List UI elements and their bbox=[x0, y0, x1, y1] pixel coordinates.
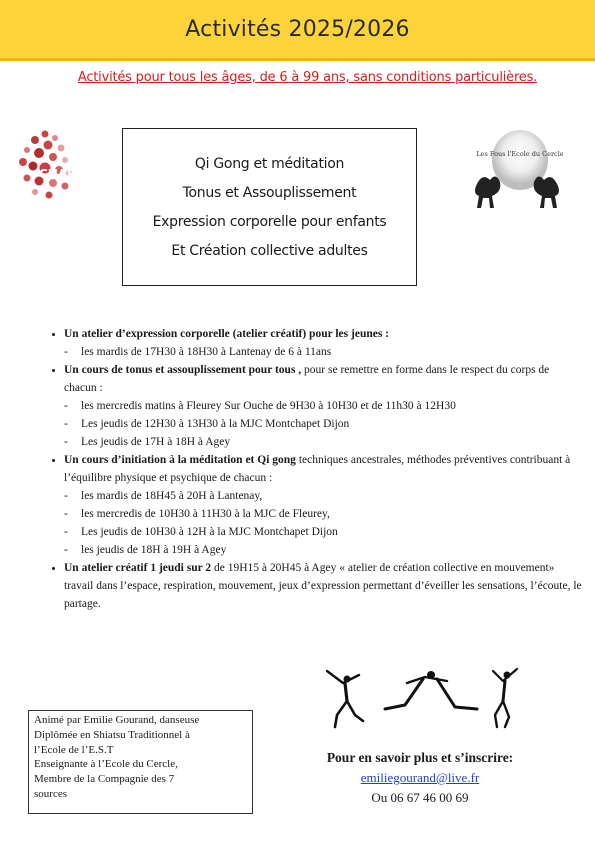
schedule-item: - les mercredis de 10H30 à 11H30 à la MJC de Fleurey, bbox=[64, 505, 584, 523]
phone-number: Ou 06 67 46 00 69 bbox=[371, 790, 469, 805]
title-line-creation: Et Création collective adultes bbox=[171, 242, 368, 259]
schedule-item: - Les jeudis de 10H30 à 12H à la MJC Montchapet Dijon bbox=[64, 523, 584, 541]
activity-item-tonus bbox=[64, 361, 584, 451]
chap-logo-text: CHAP bbox=[39, 167, 76, 181]
chap-logo bbox=[15, 128, 77, 203]
email-link[interactable]: emiliegourand@live.fr bbox=[360, 770, 480, 785]
contact-title: Pour en savoir plus et s’inscrire: bbox=[326, 750, 514, 765]
activity-heading: Un atelier créatif 1 jeudi sur 2 bbox=[64, 562, 212, 574]
schedule-item: - les mercredis matins à Fleurey Sur Ouche de 9H30 à 10H30 et de 11h30 à 12H30 bbox=[64, 397, 584, 415]
info-line: l’Ecole de l’E.S.T bbox=[34, 743, 114, 756]
activities-title-box bbox=[122, 128, 417, 286]
title-banner bbox=[0, 0, 595, 61]
page-title: Activités 2025/2026 bbox=[185, 16, 410, 42]
info-line: Diplômée en Shiatsu Traditionnel à bbox=[34, 728, 190, 741]
title-line-tonus: Tonus et Assouplissement bbox=[182, 184, 357, 201]
activity-description: pour se remettre en forme dans le respect du corps de chacun : bbox=[64, 364, 550, 394]
schedule-item: - les mardis de 17H30 à 18H30 à Lantenay de 6 à 11ans bbox=[64, 343, 584, 361]
instructor-info-box bbox=[28, 710, 253, 814]
schedule-item: - Les jeudis de 12H30 à 13H30 à la MJC Montchapet Dijon bbox=[64, 415, 584, 433]
activity-item-atelier-creatif bbox=[64, 559, 584, 613]
dancers-illustration bbox=[325, 665, 520, 730]
activity-description: de 19H15 à 20H45 à Agey « atelier de création collective en mouvement» travail dans l’espace, respiration, mouvement, jeux d’expression permettant d’éveiller les sensations, l’écoute, le partage. bbox=[64, 562, 582, 610]
activity-heading: Un atelier d’expression corporelle (atelier créatif) pour les jeunes : bbox=[64, 328, 390, 340]
activities-list bbox=[48, 325, 584, 613]
activity-item-expression bbox=[64, 325, 584, 361]
info-line: Membre de la Compagnie des 7 bbox=[34, 773, 175, 786]
activity-heading: Un cours de tonus et assouplissement pour tous , bbox=[64, 364, 302, 376]
schedule-item: - Les jeudis de 17H à 18H à Agey bbox=[64, 433, 584, 451]
schedule-list bbox=[64, 397, 584, 451]
schedule-item: - les mardis de 18H45 à 20H à Lantenay, bbox=[64, 487, 584, 505]
activity-item-meditation bbox=[64, 451, 584, 559]
info-line: Animé par Emilie Gourand, danseuse bbox=[34, 714, 200, 726]
info-line: Enseignante à l’Ecole du Cercle, bbox=[34, 758, 178, 771]
ecole-du-cercle-logo bbox=[468, 126, 566, 218]
schedule-list bbox=[64, 343, 584, 361]
title-line-expression: Expression corporelle pour enfants bbox=[152, 213, 387, 230]
info-line: sources bbox=[34, 787, 67, 800]
page-subtitle: Activités pour tous les âges, de 6 à 99 ans, sans conditions particulières. bbox=[77, 70, 538, 85]
activity-heading: Un cours d’initiation à la méditation et Qi gong bbox=[64, 454, 296, 466]
title-line-qigong: Qi Gong et méditation bbox=[194, 155, 345, 172]
schedule-item: - les jeudis de 18H à 19H à Agey bbox=[64, 541, 584, 559]
cercle-logo-text: Les Fous l'Ecole du Cercle bbox=[476, 150, 564, 158]
activity-description: techniques ancestrales, méthodes préventives contribuant à l’équilibre physique et psychique de chacun : bbox=[64, 454, 571, 484]
schedule-list bbox=[64, 487, 584, 559]
contact-block bbox=[290, 748, 550, 808]
